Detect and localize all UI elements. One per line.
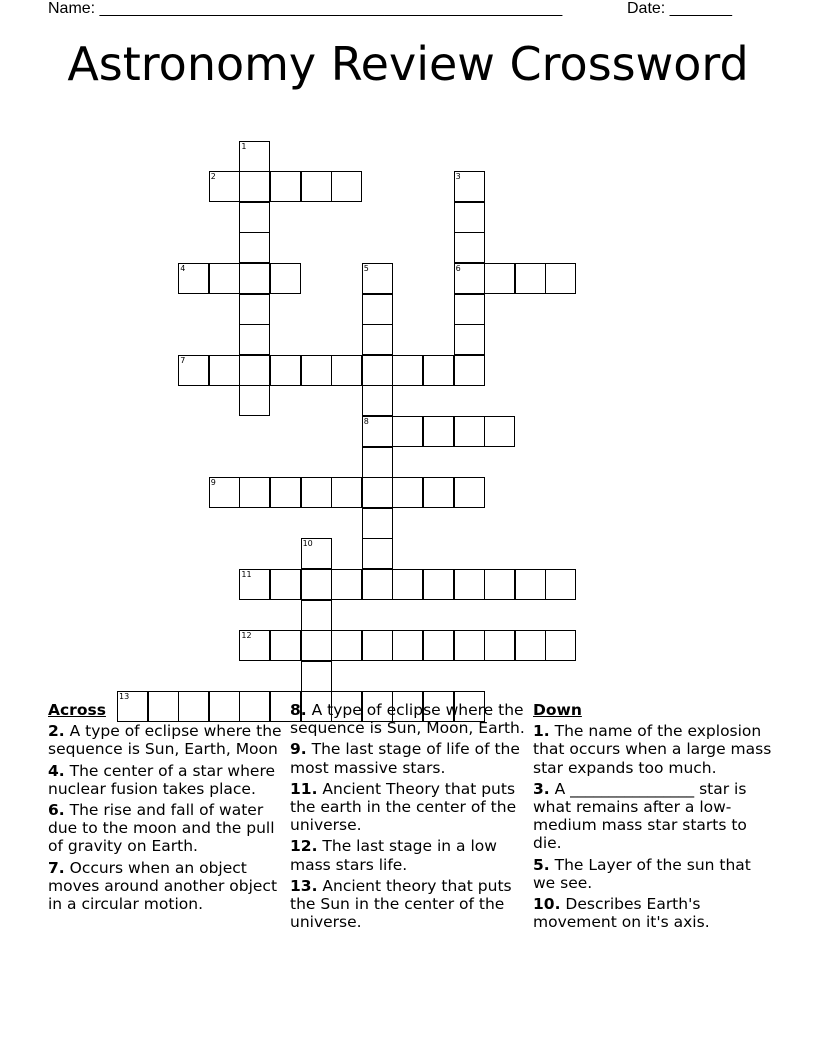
crossword-cell[interactable]	[209, 171, 240, 202]
clue-number: 2.	[48, 722, 65, 741]
crossword-cell[interactable]	[484, 569, 515, 600]
crossword-cell[interactable]	[239, 294, 270, 325]
crossword-cell[interactable]	[239, 355, 270, 386]
crossword-cell[interactable]	[301, 661, 332, 692]
crossword-cell[interactable]	[362, 294, 393, 325]
clue-across-13	[290, 877, 528, 932]
crossword-cell[interactable]	[454, 263, 485, 294]
cell-number: 10	[302, 539, 313, 549]
crossword-cell[interactable]	[423, 416, 454, 447]
clue-across-9	[290, 740, 528, 776]
clue-number: 8.	[290, 701, 307, 719]
crossword-cell[interactable]	[515, 630, 546, 661]
crossword-cell[interactable]	[209, 263, 240, 294]
clue-number: 3.	[533, 779, 550, 798]
clue-number: 4.	[48, 761, 65, 780]
crossword-cell[interactable]	[239, 232, 270, 263]
cell-number: 3	[455, 172, 461, 182]
cell-number: 12	[241, 631, 252, 641]
clue-number: 1.	[533, 722, 550, 741]
crossword-cell[interactable]	[392, 477, 423, 508]
clue-text: Occurs when an object moves around another object in a circular motion.	[48, 858, 278, 914]
crossword-cell[interactable]	[392, 569, 423, 600]
crossword-cell[interactable]	[209, 355, 240, 386]
crossword-cell[interactable]	[545, 630, 576, 661]
clue-text: The center of a star where nuclear fusion takes place.	[48, 761, 276, 798]
crossword-cell[interactable]	[270, 355, 301, 386]
crossword-cell[interactable]	[515, 569, 546, 600]
clue-text: Ancient Theory that puts the earth in the center of the universe.	[290, 779, 517, 835]
crossword-cell[interactable]	[209, 477, 240, 508]
crossword-cell[interactable]	[484, 630, 515, 661]
crossword-cell[interactable]	[239, 171, 270, 202]
crossword-cell[interactable]	[239, 569, 270, 600]
cell-number: 7	[180, 355, 186, 365]
crossword-cell[interactable]	[239, 324, 270, 355]
crossword-cell[interactable]	[301, 630, 332, 661]
crossword-cell[interactable]	[362, 416, 393, 447]
crossword-cell[interactable]	[270, 171, 301, 202]
crossword-cell[interactable]	[301, 477, 332, 508]
crossword-cell[interactable]	[239, 630, 270, 661]
clue-number: 6.	[48, 801, 65, 820]
crossword-cell[interactable]	[331, 171, 362, 202]
clue-across-4	[48, 762, 286, 798]
clue-text: A type of eclipse where the sequence is Sun, Moon, Earth.	[290, 701, 525, 738]
clue-number: 10.	[533, 895, 561, 914]
clue-down-10	[533, 895, 773, 931]
down-clues-column	[533, 701, 773, 934]
crossword-cell[interactable]	[484, 263, 515, 294]
clue-text: The Layer of the sun that we see.	[533, 855, 751, 892]
crossword-cell[interactable]	[239, 141, 270, 172]
crossword-cell[interactable]	[178, 263, 209, 294]
clue-across-11	[290, 780, 528, 835]
clue-text: Ancient theory that puts the Sun in the center of the universe.	[290, 876, 512, 932]
crossword-cell[interactable]	[270, 630, 301, 661]
crossword-cell[interactable]	[454, 294, 485, 325]
across-clues-column	[48, 701, 286, 916]
crossword-cell[interactable]	[454, 477, 485, 508]
crossword-cell[interactable]	[454, 171, 485, 202]
crossword-cell[interactable]	[545, 263, 576, 294]
clue-down-1	[533, 722, 773, 777]
crossword-cell[interactable]	[515, 263, 546, 294]
clue-text: The last stage of life of the most massive stars.	[290, 740, 520, 777]
crossword-cell[interactable]	[331, 630, 362, 661]
clue-across-8	[290, 701, 528, 737]
clue-number: 7.	[48, 858, 65, 877]
clue-number: 11.	[290, 779, 318, 798]
cell-number: 1	[241, 141, 247, 151]
date-field-line[interactable]: Date: _______	[627, 0, 732, 17]
crossword-cell[interactable]	[423, 477, 454, 508]
clue-across-6	[48, 801, 286, 856]
clue-number: 12.	[290, 837, 318, 856]
crossword-cell[interactable]	[392, 355, 423, 386]
crossword-cell[interactable]	[331, 569, 362, 600]
crossword-cell[interactable]	[301, 538, 332, 569]
crossword-cell[interactable]	[454, 416, 485, 447]
clue-text: The last stage in a low mass stars life.	[290, 837, 497, 874]
cell-number: 13	[119, 692, 130, 702]
crossword-cell[interactable]	[362, 477, 393, 508]
clue-across-2	[48, 722, 286, 758]
crossword-cell[interactable]	[301, 569, 332, 600]
crossword-cell[interactable]	[239, 263, 270, 294]
cell-number: 2	[210, 172, 216, 182]
crossword-cell[interactable]	[484, 416, 515, 447]
crossword-cell[interactable]	[239, 385, 270, 416]
crossword-cell[interactable]	[270, 569, 301, 600]
clue-text: A ________________ star is what remains after a low-medium mass star starts to die.	[533, 779, 747, 853]
crossword-cell[interactable]	[239, 477, 270, 508]
crossword-cell[interactable]	[454, 202, 485, 233]
crossword-cell[interactable]	[454, 232, 485, 263]
crossword-cell[interactable]	[178, 355, 209, 386]
crossword-cell[interactable]	[331, 477, 362, 508]
cell-number: 6	[455, 264, 461, 273]
clue-down-5	[533, 856, 773, 892]
crossword-cell[interactable]	[454, 569, 485, 600]
crossword-cell[interactable]	[454, 630, 485, 661]
crossword-cell[interactable]	[362, 324, 393, 355]
clue-text: The name of the explosion that occurs when a large mass star expands too much.	[533, 722, 772, 777]
crossword-cell[interactable]	[362, 538, 393, 569]
crossword-cell[interactable]	[301, 355, 332, 386]
down-heading: Down	[533, 701, 582, 719]
crossword-cell[interactable]	[301, 171, 332, 202]
crossword-cell[interactable]	[331, 355, 362, 386]
crossword-cell[interactable]	[270, 477, 301, 508]
clue-text: A type of eclipse where the sequence is Sun, Earth, Moon	[48, 722, 282, 759]
across-heading: Across	[48, 701, 106, 719]
clue-number: 13.	[290, 876, 318, 895]
crossword-cell[interactable]	[362, 385, 393, 416]
clue-text: The rise and fall of water due to the moon and the pull of gravity on Earth.	[48, 801, 275, 856]
crossword-cell[interactable]	[362, 263, 393, 294]
crossword-cell[interactable]	[423, 355, 454, 386]
crossword-cell[interactable]	[362, 447, 393, 478]
cell-number: 5	[363, 264, 369, 273]
crossword-cell[interactable]	[362, 508, 393, 539]
crossword-cell[interactable]	[392, 630, 423, 661]
clue-text: Describes Earth's movement on it's axis.	[533, 895, 710, 932]
crossword-cell[interactable]	[362, 569, 393, 600]
crossword-cell[interactable]	[454, 324, 485, 355]
cell-number: 4	[180, 264, 186, 273]
clue-across-7	[48, 859, 286, 914]
clue-number: 5.	[533, 855, 550, 874]
cell-number: 9	[210, 478, 216, 488]
crossword-cell[interactable]	[239, 202, 270, 233]
across-clues-column-continued	[290, 701, 528, 934]
crossword-cell[interactable]	[270, 263, 301, 294]
crossword-cell[interactable]	[423, 569, 454, 600]
crossword-cell[interactable]	[545, 569, 576, 600]
page-title: Astronomy Review Crossword	[67, 37, 749, 91]
crossword-cell[interactable]	[423, 630, 454, 661]
clue-number: 9.	[290, 740, 307, 759]
clue-across-12	[290, 837, 528, 873]
cell-number: 11	[241, 570, 252, 579]
crossword-cell[interactable]	[301, 600, 332, 631]
crossword-cell[interactable]	[392, 416, 423, 447]
clue-down-3	[533, 780, 773, 853]
cell-number: 8	[363, 417, 369, 426]
crossword-cell[interactable]	[362, 630, 393, 661]
name-field-line[interactable]: Name: ____________________________________________________	[48, 0, 563, 17]
crossword-cell[interactable]	[362, 355, 393, 386]
crossword-cell[interactable]	[454, 355, 485, 386]
